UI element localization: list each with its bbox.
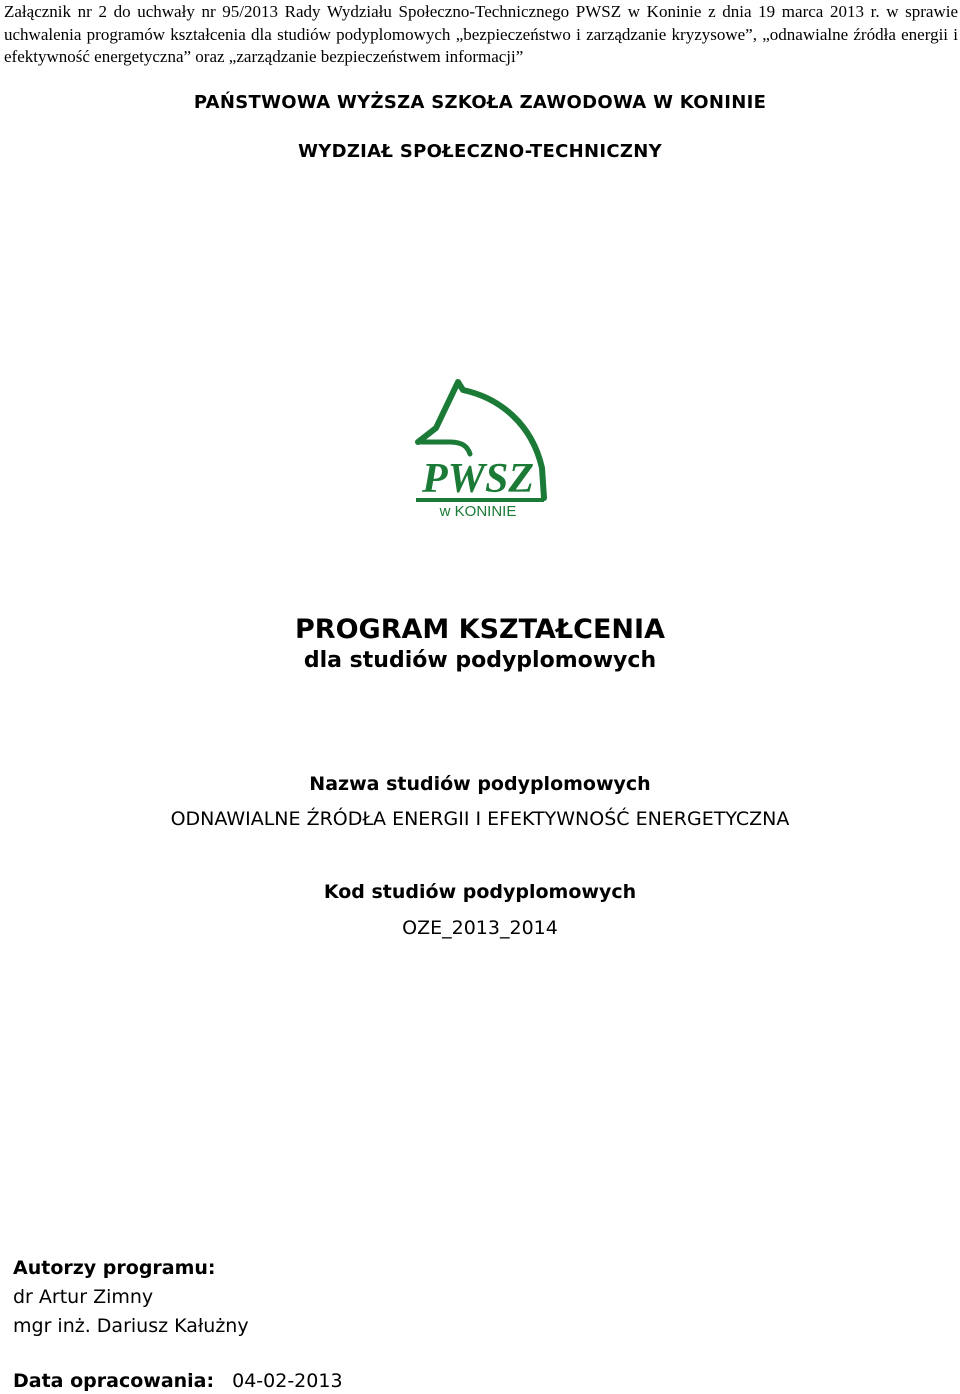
study-code-label: Kod studiów podyplomowych	[323, 881, 637, 903]
logo-main-text: PWSZ	[421, 456, 535, 502]
date-value: 04-02-2013	[232, 1370, 343, 1392]
program-title: PROGRAM KSZTAŁCENIA	[295, 614, 665, 645]
author-name: dr Artur Zimny	[13, 1286, 154, 1308]
authors-label: Autorzy programu:	[13, 1257, 216, 1279]
study-name-value: ODNAWIALNE ŹRÓDŁA ENERGII I EFEKTYWNOŚĆ ENERGETYCZNA	[170, 808, 790, 830]
study-code-value: OZE_2013_2014	[402, 917, 558, 939]
logo-sub-text: w KONINIE	[439, 503, 517, 520]
horse-neck-line	[418, 442, 470, 454]
horse-head-logo-icon	[410, 376, 550, 521]
date-row	[13, 1370, 343, 1392]
study-name-label: Nazwa studiów podyplomowych	[309, 773, 651, 795]
author-name: mgr inż. Dariusz Kałużny	[13, 1315, 249, 1337]
date-label: Data opracowania:	[13, 1370, 215, 1392]
program-subtitle: dla studiów podyplomowych	[303, 648, 657, 673]
attachment-note: Załącznik nr 2 do uchwały nr 95/2013 Rady Wydziału Społeczno-Technicznego PWSZ w Koninie z dnia 19 marca 2013 r. w sprawie uchwalenia programów kształcenia dla studiów podyplomowych „bezpieczeństwo i zarządzanie kryzysowe”, „odnawialne źródła energii i efektywność energetyczna” oraz „zarządzanie bezpieczeństwem informacji”	[4, 2, 958, 66]
faculty-name: WYDZIAŁ SPOŁECZNO-TECHNICZNY	[298, 141, 662, 162]
university-name: PAŃSTWOWA WYŻSZA SZKOŁA ZAWODOWA W KONINIE	[193, 92, 767, 113]
authors-block	[13, 1254, 249, 1341]
